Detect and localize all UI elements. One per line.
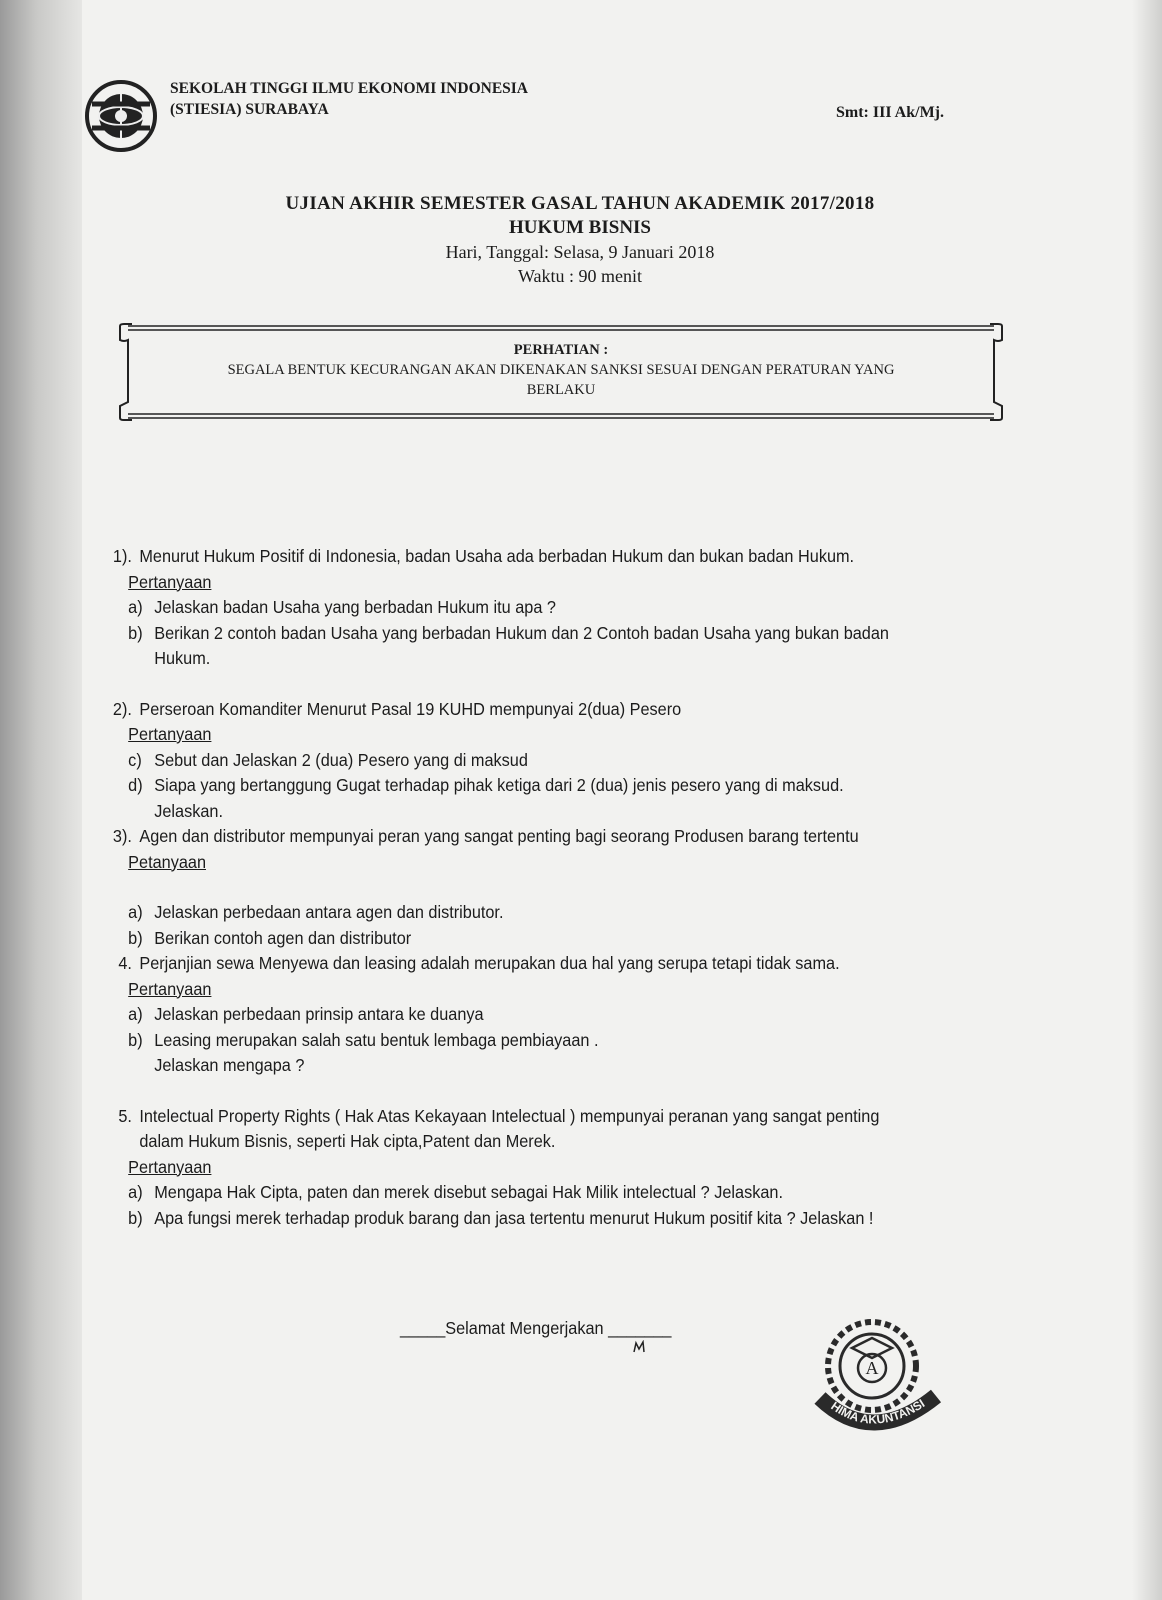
institution-line-2: (STIESIA) SURABAYA: [170, 101, 329, 118]
question-text: Menurut Hukum Positif di Indonesia, badan Usaha ada berbadan Hukum dan bukan badan Hukum.: [139, 546, 855, 566]
sub-question-text: Siapa yang bertanggung Gugat terhadap pihak ketiga dari 2 (dua) jenis pesero yang di maksud. Jelaskan.: [154, 775, 844, 821]
sub-question-text: Sebut dan Jelaskan 2 (dua) Pesero yang di maksud: [154, 749, 528, 770]
notice-text: [118, 340, 1004, 400]
sub-question-text: Jelaskan perbedaan prinsip antara ke duanya: [154, 1004, 484, 1024]
sub-question: [104, 926, 906, 952]
institution-name: [170, 78, 528, 120]
sub-question-text: Mengapa Hak Cipta, paten dan merek disebut sebagai Hak Milik intelectual ? Jelaskan.: [154, 1182, 783, 1202]
signature-mark: [632, 1340, 648, 1359]
question-text: Intelectual Property Rights ( Hak Atas Kekayaan Intelectual ) mempunyai peranan yang sangat penting dalam Hukum Bisnis, seperti Hak cipta,Patent dan Merek.: [139, 1105, 880, 1151]
notice-line-1: SEGALA BENTUK KECURANGAN AKAN DIKENAKAN SANKSI SESUAI DENGAN PERATURAN YANG: [227, 362, 895, 378]
question-ask-label: Pertanyaan: [128, 571, 212, 592]
exam-date: Hari, Tanggal: Selasa, 9 Januari 2018: [445, 242, 715, 262]
sub-question-label: b): [128, 622, 143, 643]
sub-question: [104, 595, 906, 621]
svg-text:A: A: [865, 1358, 879, 1378]
scan-shadow-left: [0, 0, 82, 1600]
sub-question-label: a): [128, 597, 143, 617]
institution-logo: [84, 76, 158, 156]
sub-question-label: a): [128, 902, 143, 922]
sub-question-text: Jelaskan badan Usaha yang berbadan Hukum itu apa ?: [154, 597, 556, 617]
semester-code: Smt: III Ak/Mj.: [835, 104, 944, 121]
sub-question-label: b): [128, 927, 143, 948]
question-number: 5.: [118, 1105, 132, 1126]
question-5: [104, 1104, 906, 1232]
question-ask-label: Petanyaan: [128, 851, 207, 872]
sub-question-label: b): [128, 1207, 143, 1228]
sub-question: [104, 900, 906, 926]
sub-question: [104, 1180, 906, 1206]
question-2: [104, 697, 906, 825]
sub-question: [104, 773, 906, 824]
stamp-text: HIMA AKUNTANSI: [828, 1396, 928, 1427]
sub-question: [104, 1028, 906, 1079]
question-1: [104, 544, 906, 672]
question-number: 4.: [118, 953, 132, 973]
sub-question-label: a): [128, 1182, 143, 1202]
exam-subject: HUKUM BISNIS: [509, 217, 651, 238]
sub-question-text: Apa fungsi merek terhadap produk barang dan jasa tertentu menurut Hukum positif kita ? Jelaskan !: [154, 1207, 874, 1228]
sub-question: [104, 748, 906, 774]
exam-title-block: [170, 192, 990, 288]
sub-question-text: Jelaskan perbedaan antara agen dan distributor.: [154, 902, 504, 922]
sub-question: [104, 621, 906, 672]
sub-question-text: Leasing merupakan salah satu bentuk lembaga pembiayaan . Jelaskan mengapa ?: [154, 1029, 599, 1075]
sub-question-label: b): [128, 1029, 143, 1050]
question-ask-label: Pertanyaan: [128, 1156, 212, 1177]
sub-question: [104, 1206, 906, 1232]
sub-question-label: a): [128, 1004, 143, 1024]
question-number: 1).: [112, 546, 132, 566]
exam-title: UJIAN AKHIR SEMESTER GASAL TAHUN AKADEMIK 2017/2018: [285, 193, 875, 214]
sub-question-text: Berikan contoh agen dan distributor: [154, 927, 412, 948]
closing-text: _____Selamat Mengerjakan _______: [400, 1318, 672, 1338]
institution-line-1: SEKOLAH TINGGI ILMU EKONOMI INDONESIA: [170, 80, 528, 97]
sub-question-label: d): [128, 775, 143, 795]
question-ask-label: Pertanyaan: [128, 724, 212, 744]
sub-question-text: Berikan 2 contoh badan Usaha yang berbadan Hukum dan 2 Contoh badan Usaha yang bukan badan Hukum.: [154, 622, 889, 668]
question-4: [104, 951, 906, 1079]
hima-akuntansi-stamp: [800, 1308, 960, 1448]
question-text: Perjanjian sewa Menyewa dan leasing adalah merupakan dua hal yang serupa tetapi tidak sama.: [139, 953, 840, 973]
question-text: Agen dan distributor mempunyai peran yang sangat penting bagi seorang Produsen barang tertentu: [139, 826, 859, 846]
question-number: 3).: [112, 826, 132, 846]
scan-shadow-right: [1132, 0, 1162, 1600]
exam-time: Waktu : 90 menit: [517, 266, 643, 286]
question-list: [104, 544, 906, 1231]
notice-title: PERHATIAN :: [513, 342, 609, 358]
question-ask-label: Pertanyaan: [128, 978, 212, 999]
question-number: 2).: [112, 698, 132, 719]
question-text: Perseroan Komanditer Menurut Pasal 19 KUHD mempunyai 2(dua) Pesero: [139, 698, 682, 719]
notice-box: [118, 322, 1004, 422]
sub-question-label: c): [128, 749, 142, 770]
sub-question: [104, 1002, 906, 1028]
question-3: [104, 824, 906, 951]
notice-line-2: BERLAKU: [526, 382, 596, 398]
